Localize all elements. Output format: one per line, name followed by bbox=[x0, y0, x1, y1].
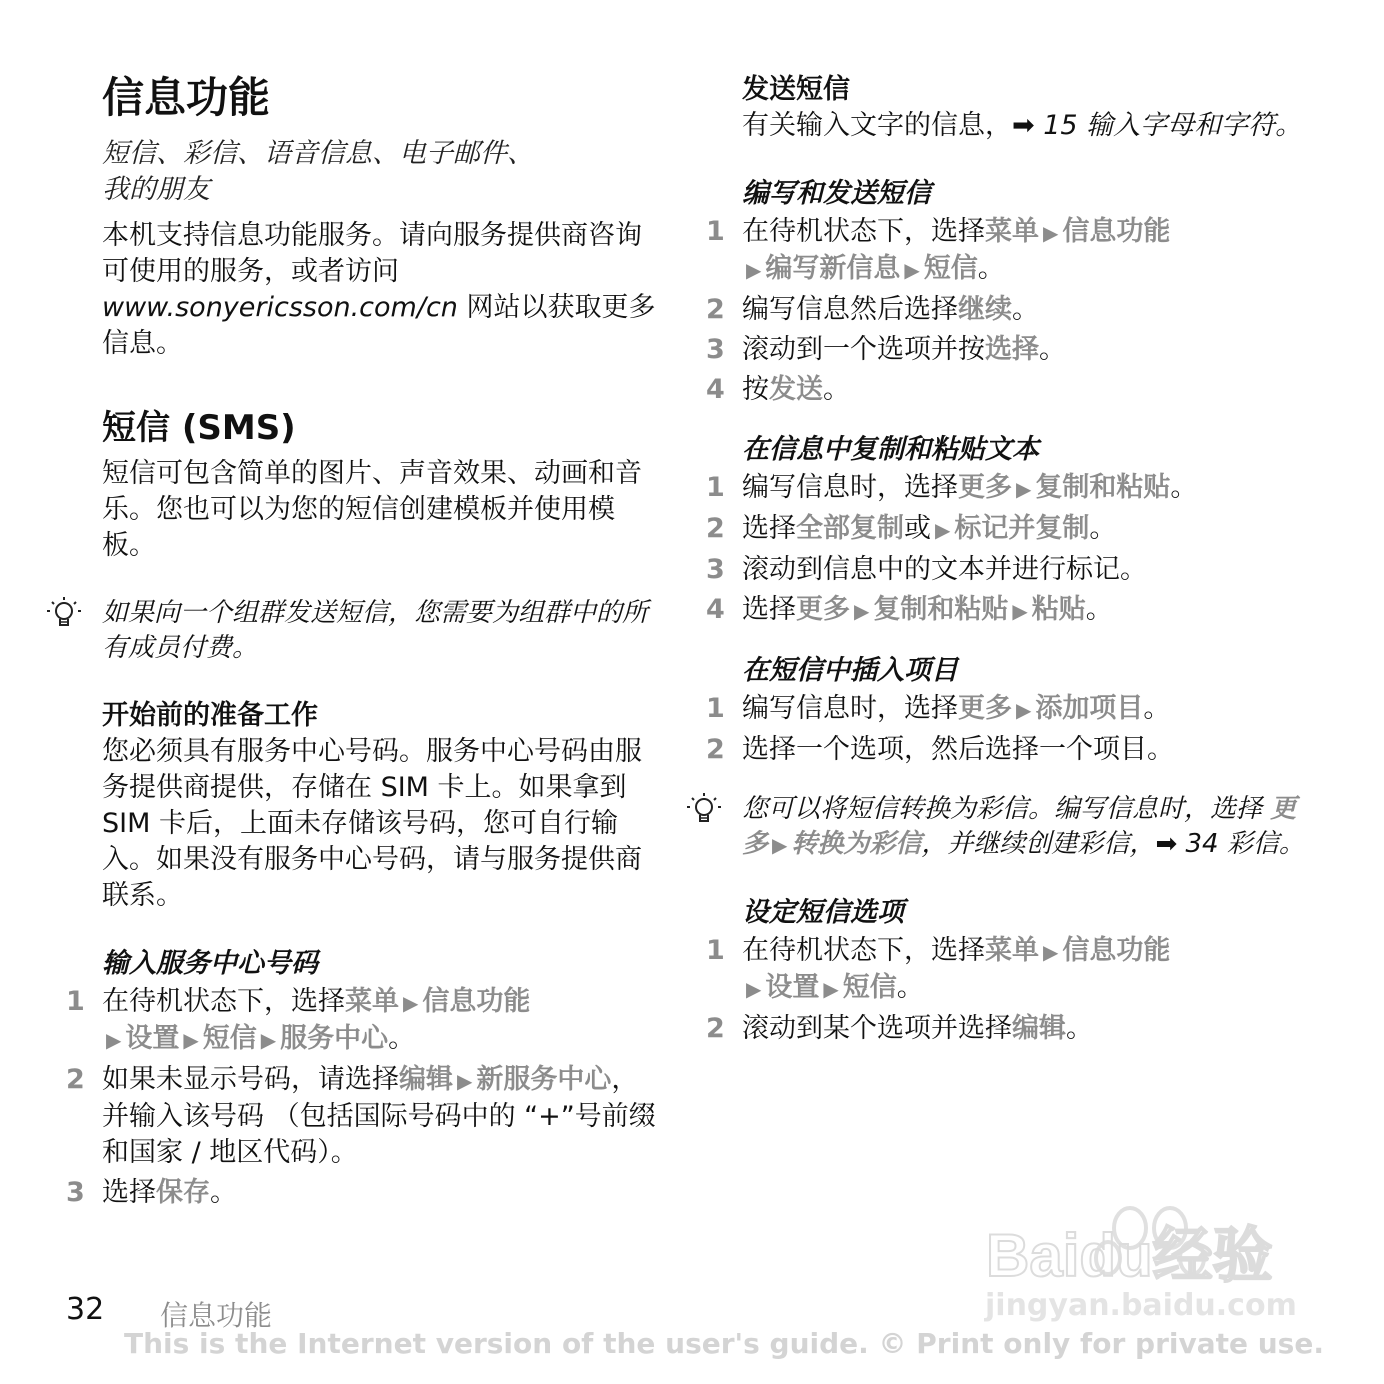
arrow-reference-icon: ➡ bbox=[1155, 829, 1186, 859]
intro-paragraph bbox=[102, 218, 662, 362]
triangle-right-icon: ▶ bbox=[823, 977, 839, 1001]
triangle-right-icon: ▶ bbox=[854, 599, 870, 623]
menu-label: 标记并复制 bbox=[954, 513, 1090, 544]
triangle-right-icon: ▶ bbox=[935, 518, 951, 542]
step-text: 在待机状态下，选择 bbox=[742, 935, 985, 966]
step-text: 滚动到一个选项并按 bbox=[742, 334, 985, 365]
step-number: 2 bbox=[706, 1013, 725, 1044]
triangle-right-icon: ▶ bbox=[1016, 477, 1032, 501]
triangle-right-icon: ▶ bbox=[1016, 698, 1032, 722]
page-number: 32 bbox=[66, 1292, 105, 1327]
triangle-right-icon: ▶ bbox=[1012, 599, 1028, 623]
step-text: ，并输入该号码 （包括国际号码中的 “+”号前缀和国家 / 地区代码）。 bbox=[102, 1064, 656, 1168]
page-title: 信息功能 bbox=[102, 73, 271, 122]
step-number: 1 bbox=[706, 935, 725, 966]
menu-label: 选择 bbox=[985, 334, 1039, 365]
footer-notice: This is the Internet version of the user's guide. © Print only for private use. bbox=[124, 1327, 1324, 1360]
step-number: 4 bbox=[706, 374, 725, 405]
menu-label: 编辑 bbox=[399, 1064, 453, 1095]
list-item bbox=[706, 732, 1322, 768]
sms-description: 短信可包含简单的图片、声音效果、动画和音乐。您也可以为您的短信创建模板并使用模板。 bbox=[102, 458, 642, 561]
menu-label: 添加项目 bbox=[1035, 693, 1144, 724]
menu-label: 菜单 bbox=[985, 935, 1039, 966]
step-number: 1 bbox=[66, 986, 85, 1017]
menu-label: 短信 bbox=[202, 1023, 257, 1054]
tip-1 bbox=[102, 596, 662, 666]
lightbulb-tip-icon bbox=[44, 594, 84, 634]
menu-label: 继续 bbox=[958, 294, 1012, 325]
list-item bbox=[706, 592, 1322, 629]
triangle-right-icon: ▶ bbox=[260, 1028, 277, 1052]
watermark-url: jingyan.baidu.com bbox=[985, 1288, 1297, 1323]
step-end: 。 bbox=[388, 1023, 416, 1054]
step-end: 。 bbox=[896, 972, 924, 1003]
tip-2 bbox=[742, 792, 1322, 863]
intro-url: www.sonyericsson.com/cn bbox=[102, 292, 458, 323]
right-column bbox=[706, 72, 1322, 1051]
menu-label: 保存 bbox=[156, 1177, 210, 1208]
list-item bbox=[706, 933, 1322, 1007]
step-end: 。 bbox=[1066, 1013, 1093, 1044]
step-text: 编写信息时，选择 bbox=[742, 472, 958, 503]
step-number: 4 bbox=[706, 594, 725, 625]
menu-label: 更多 bbox=[742, 794, 1297, 859]
menu-label: 发送 bbox=[769, 374, 823, 405]
triangle-right-icon: ▶ bbox=[457, 1069, 473, 1093]
step-number: 3 bbox=[66, 1177, 85, 1208]
prep-heading: 开始前的准备工作 bbox=[102, 700, 318, 731]
menu-label: 菜单 bbox=[345, 986, 399, 1017]
step-number: 1 bbox=[706, 216, 725, 247]
step-end: 。 bbox=[823, 374, 850, 405]
menu-label: 转换为彩信 bbox=[791, 829, 922, 859]
step-number: 2 bbox=[706, 513, 725, 544]
list-item bbox=[706, 470, 1322, 507]
footer-section-title: 信息功能 bbox=[160, 1299, 273, 1332]
intro-text-a: 本机支持信息功能服务。请向服务提供商咨询可使用的服务，或者访问 bbox=[102, 220, 642, 287]
arrow-reference-icon: ➡ bbox=[1012, 110, 1044, 141]
step-text: 在待机状态下，选择 bbox=[102, 986, 345, 1017]
insert-item-steps bbox=[706, 691, 1322, 768]
menu-label: 新服务中心 bbox=[476, 1064, 612, 1095]
subtitle-line-1: 短信、彩信、语音信息、电子邮件、 bbox=[102, 138, 534, 169]
step-text: 滚动到某个选项并选择 bbox=[742, 1013, 1012, 1044]
list-item bbox=[706, 552, 1322, 588]
menu-label: 粘贴 bbox=[1031, 594, 1086, 625]
list-item bbox=[66, 984, 662, 1058]
menu-label: 复制和粘贴 bbox=[873, 594, 1009, 625]
send-reference: 15 输入字母和字符。 bbox=[1043, 110, 1303, 141]
menu-label: 短信 bbox=[923, 253, 978, 284]
intro-text-b: 网站以获取更多信息。 bbox=[102, 292, 656, 359]
triangle-right-icon: ▶ bbox=[746, 977, 762, 1001]
list-item bbox=[66, 1062, 662, 1171]
list-item bbox=[66, 1175, 662, 1211]
copy-paste-steps bbox=[706, 470, 1322, 629]
step-number: 2 bbox=[706, 734, 725, 765]
menu-label: 更多 bbox=[958, 472, 1012, 503]
list-item bbox=[706, 1011, 1322, 1047]
step-text: 按 bbox=[742, 374, 769, 405]
list-item bbox=[706, 511, 1322, 548]
step-text: 选择一个选项，然后选择一个项目。 bbox=[742, 734, 1174, 765]
send-description bbox=[742, 108, 1322, 144]
step-end: 。 bbox=[1085, 594, 1113, 625]
subtitle-line-2: 我的朋友 bbox=[102, 174, 210, 205]
menu-label: 信息功能 bbox=[422, 986, 531, 1017]
menu-label: 短信 bbox=[842, 972, 897, 1003]
step-number: 1 bbox=[706, 693, 725, 724]
triangle-right-icon: ▶ bbox=[183, 1028, 199, 1052]
step-text: 如果未显示号码，请选择 bbox=[102, 1064, 399, 1095]
step-end: 。 bbox=[1039, 334, 1066, 365]
step-end: 。 bbox=[1170, 472, 1198, 503]
menu-label: 编辑 bbox=[1012, 1013, 1066, 1044]
menu-label: 服务中心 bbox=[280, 1023, 389, 1054]
tip-1-text: 如果向一个组群发送短信，您需要为组群中的所有成员付费。 bbox=[102, 598, 649, 663]
menu-label: 信息功能 bbox=[1062, 935, 1171, 966]
lightbulb-tip-icon bbox=[684, 790, 724, 830]
triangle-right-icon: ▶ bbox=[403, 991, 419, 1015]
triangle-right-icon: ▶ bbox=[904, 258, 920, 282]
step-text: 选择 bbox=[742, 513, 796, 544]
send-text: 有关输入文字的信息， bbox=[742, 110, 1012, 141]
list-item bbox=[706, 214, 1322, 288]
step-text: 编写信息然后选择 bbox=[742, 294, 958, 325]
triangle-right-icon: ▶ bbox=[1043, 221, 1059, 245]
write-send-steps bbox=[706, 214, 1322, 408]
sms-heading: 短信 (SMS) bbox=[102, 408, 296, 448]
send-heading: 发送短信 bbox=[742, 74, 850, 105]
step-number: 2 bbox=[706, 294, 725, 325]
step-text: 或 bbox=[904, 513, 931, 544]
step-text: 选择 bbox=[742, 594, 796, 625]
step-text: 在待机状态下，选择 bbox=[742, 216, 985, 247]
tip-2-text: ，并继续创建彩信， bbox=[921, 829, 1156, 859]
step-number: 3 bbox=[706, 554, 725, 585]
copy-paste-heading: 在信息中复制和粘贴文本 bbox=[742, 434, 1039, 465]
prep-description: 您必须具有服务中心号码。服务中心号码由服务提供商提供，存储在 SIM 卡上。如果拿到 SIM 卡后，上面未存储该号码，您可自行输入。如果没有服务中心号码，请与服务提供商联系。 bbox=[102, 736, 642, 911]
menu-label: 设置 bbox=[765, 972, 820, 1003]
watermark-logo-text: Baidu经验 bbox=[986, 1222, 1273, 1289]
menu-label: 信息功能 bbox=[1062, 216, 1171, 247]
menu-label: 全部复制 bbox=[796, 513, 904, 544]
list-item bbox=[706, 372, 1322, 408]
step-end: 。 bbox=[210, 1177, 237, 1208]
step-text: 选择 bbox=[102, 1177, 156, 1208]
menu-label: 设置 bbox=[125, 1023, 180, 1054]
enter-center-steps bbox=[66, 984, 662, 1211]
insert-item-heading: 在短信中插入项目 bbox=[742, 655, 958, 686]
list-item bbox=[706, 691, 1322, 728]
step-end: 。 bbox=[1143, 693, 1171, 724]
menu-label: 更多 bbox=[796, 594, 850, 625]
step-text: 滚动到信息中的文本并进行标记。 bbox=[742, 554, 1147, 585]
step-end: 。 bbox=[977, 253, 1005, 284]
enter-center-heading: 输入服务中心号码 bbox=[102, 948, 318, 979]
menu-label: 复制和粘贴 bbox=[1035, 472, 1171, 503]
sms-options-heading: 设定短信选项 bbox=[742, 897, 904, 928]
menu-label: 更多 bbox=[958, 693, 1012, 724]
step-number: 3 bbox=[706, 334, 725, 365]
list-item bbox=[706, 292, 1322, 328]
menu-label: 编写新信息 bbox=[765, 253, 901, 284]
tip-2-reference: 34 彩信。 bbox=[1185, 829, 1305, 859]
left-column bbox=[66, 72, 662, 1215]
triangle-right-icon: ▶ bbox=[106, 1028, 122, 1052]
step-text: 编写信息时，选择 bbox=[742, 693, 958, 724]
triangle-right-icon: ▶ bbox=[772, 833, 788, 857]
step-end: 。 bbox=[1012, 294, 1039, 325]
write-send-heading: 编写和发送短信 bbox=[742, 178, 931, 209]
step-number: 1 bbox=[706, 472, 725, 503]
subtitle bbox=[102, 136, 662, 208]
triangle-right-icon: ▶ bbox=[746, 258, 762, 282]
triangle-right-icon: ▶ bbox=[1043, 940, 1059, 964]
step-end: 。 bbox=[1089, 513, 1117, 544]
step-number: 2 bbox=[66, 1064, 85, 1095]
sms-options-steps bbox=[706, 933, 1322, 1047]
tip-2-text: 您可以将短信转换为彩信。编写信息时，选择 bbox=[742, 794, 1271, 824]
menu-label: 菜单 bbox=[985, 216, 1039, 247]
list-item bbox=[706, 332, 1322, 368]
